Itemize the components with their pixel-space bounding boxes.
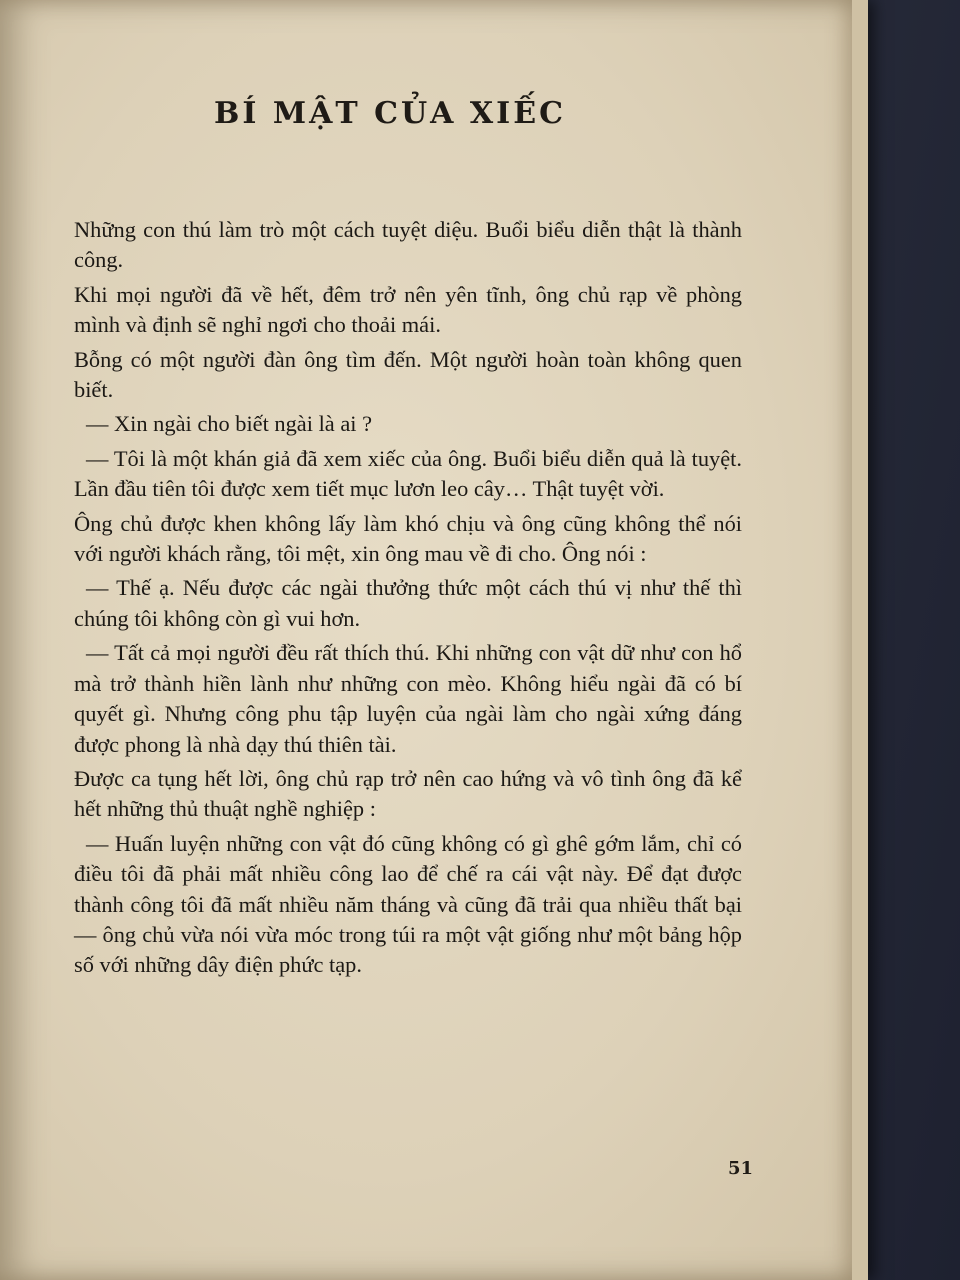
story-body [74, 215, 742, 985]
dialog-line: — Xin ngài cho biết ngài là ai ? [86, 411, 373, 437]
paragraph: Những con thú làm trò một cách tuyệt diệu. Buổi biểu diễn thật là thành công. [74, 217, 742, 273]
dialog-line: — Thế ạ. Nếu được các ngài thưởng thức một cách thú vị như thế thì chúng tôi không còn gì vui hơn. [74, 575, 742, 631]
chapter-title: BÍ MẬT CỦA XIẾC [214, 96, 566, 131]
dialog-line: — Huấn luyện những con vật đó cũng không có gì ghê gớm lắm, chỉ có điều tôi đã phải mất nhiều công lao để chế ra cái vật này. Để đạt được thành công tôi đã mất nhiều năm tháng và cũng đã trải qua nhiều thất bại — ông chủ vừa nói vừa móc trong túi ra một vật giống như một bảng hộp số với những dây điện phức tạp. [74, 830, 742, 978]
dialog-line: — Tôi là một khán giả đã xem xiếc của ông. Buổi biểu diễn quả là tuyệt. Lần đầu tiên tôi được xem tiết mục lươn leo cây… Thật tuyệt vời. [74, 445, 742, 502]
page-number: 51 [728, 1158, 754, 1179]
paragraph: Bỗng có một người đàn ông tìm đến. Một người hoàn toàn không quen biết. [74, 346, 742, 403]
dialog-line: — Tất cả mọi người đều rất thích thú. Khi những con vật dữ như con hổ mà trở thành hiền lành như những con mèo. Không hiểu ngài đã có bí quyết gì. Nhưng công phu tập luyện của ngài làm cho ngài xứng đáng được phong là nhà dạy thú thiên tài. [74, 640, 742, 757]
paragraph: Khi mọi người đã về hết, đêm trở nên yên tĩnh, ông chủ rạp về phòng mình và định sẽ nghỉ ngơi cho thoải mái. [74, 281, 742, 338]
paragraph: Ông chủ được khen không lấy làm khó chịu và ông cũng không thể nói với người khách rằng, tôi mệt, xin ông mau về đi cho. Ông nói : [74, 510, 742, 567]
paragraph: Được ca tụng hết lời, ông chủ rạp trở nên cao hứng và vô tình ông đã kể hết những thủ thuật nghề nghiệp : [74, 765, 742, 822]
